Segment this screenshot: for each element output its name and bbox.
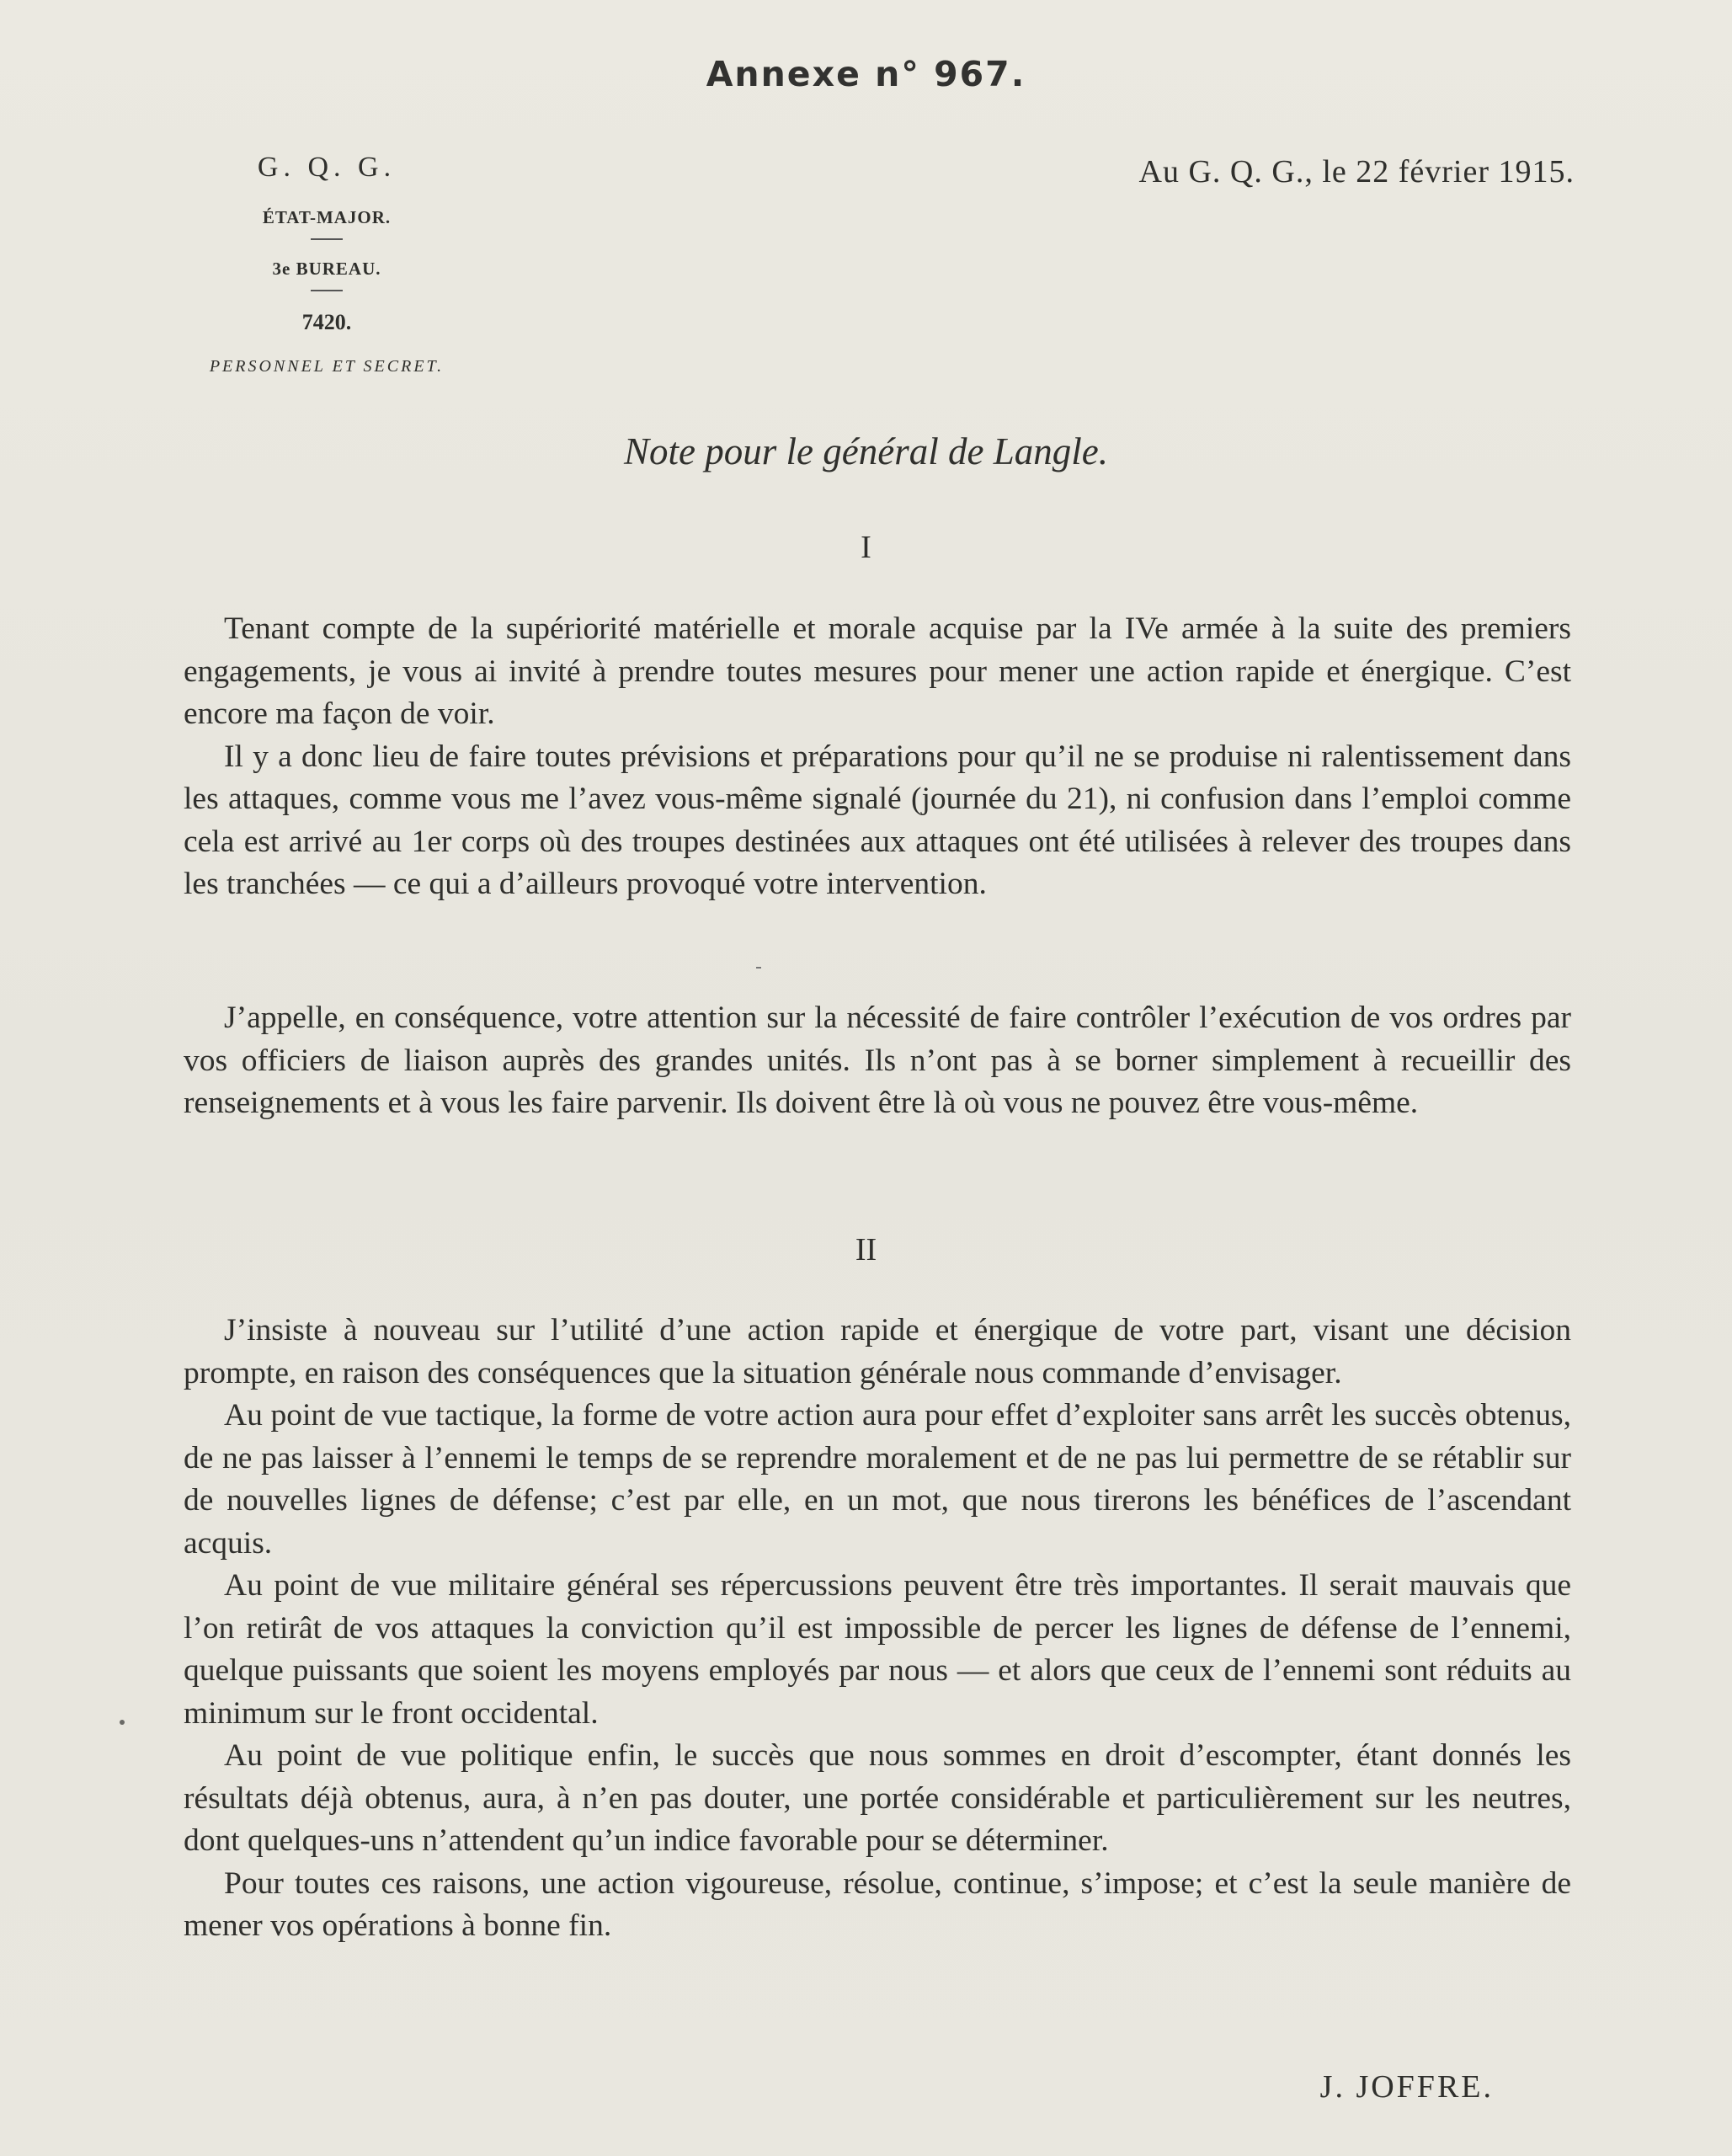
annex-title: Annexe n° 967. <box>706 54 1026 94</box>
signature: J. JOFFRE. <box>1319 2069 1494 2105</box>
divider <box>311 290 343 291</box>
paragraph: Au point de vue tactique, la forme de votre action aura pour effet d’exploiter sans arrêt les succès obtenus, de ne pas laisser à l’ennemi le temps de se reprendre moralement et de ne pas lui permettre de se rétablir sur de nouvelles lignes de défense; c’est par elle, en un mot, que nous tirerons les bénéfices de l’ascendant acquis. <box>184 1398 1571 1561</box>
paragraph: Pour toutes ces raisons, une action vigoureuse, résolue, continue, s’impose; et c’est la seule manière de mener vos opérations à bonne fin. <box>184 1865 1571 1943</box>
hq-label: G. Q. G. <box>257 152 397 183</box>
bureau-label: 3e BUREAU. <box>272 259 381 279</box>
print-speck <box>120 1720 125 1725</box>
date-line: Au G. Q. G., le 22 février 1915. <box>1138 154 1575 189</box>
paragraph: J’insiste à nouveau sur l’utilité d’une action rapide et énergique de votre part, visant une décision prompte, en raison des conséquences que la situation générale nous commande d’envisager. <box>184 1313 1571 1390</box>
reference-number: 7420. <box>301 310 352 334</box>
section-body <box>184 1310 1571 1948</box>
paragraph: Tenant compte de la supériorité matérielle et morale acquise par la IVe armée à la suite des premiers engagements, je vous ai invité à prendre toutes mesures pour mener une action rapide et énergique. C’est encore ma façon de voir. <box>184 611 1571 731</box>
paragraph: Au point de vue politique enfin, le succès que nous sommes en droit d’escompter, étant donnés les résultats déjà obtenus, aura, à n’en pas douter, une portée considérable et particulièrement sur les neutres, dont quelques-uns n’attendent qu’un indice favorable pour se déterminer. <box>184 1738 1571 1858</box>
paragraph: Il y a donc lieu de faire toutes prévisions et préparations pour qu’il ne se produise ni ralentissement dans les attaques, comme vous me l’avez vous-même signalé (journée du 21), ni confusion dans l’emploi comme cela est arrivé au 1er corps où des troupes destinées aux attaques ont été utilisées à relever des troupes dans les tranchées — ce qui a d’ailleurs provoqué votre intervention. <box>184 739 1571 901</box>
staff-label: ÉTAT-MAJOR. <box>262 207 392 227</box>
header-left-block <box>184 152 470 376</box>
divider <box>756 967 761 969</box>
classification-label: PERSONNEL ET SECRET. <box>209 357 445 376</box>
divider <box>311 238 343 240</box>
section-numeral: II <box>855 1232 877 1267</box>
section-body <box>184 997 1571 1125</box>
paragraph: J’appelle, en conséquence, votre attention sur la nécessité de faire contrôler l’exécution de vos ordres par vos officiers de liaison auprès des grandes unités. Ils n’ont pas à se borner simplement à recueillir des renseignements et à vous les faire parvenir. Ils doivent être là où vous ne pouvez être vous-même. <box>184 1001 1571 1120</box>
paragraph: Au point de vue militaire général ses répercussions peuvent être très importantes. Il serait mauvais que l’on retirât de vos attaques la conviction qu’il est impossible de percer les lignes de défense de l’ennemi, quelque puissants que soient les moyens employés par nous — et alors que ceux de l’ennemi sont réduits au minimum sur le front occidental. <box>184 1568 1571 1731</box>
section-numeral: I <box>861 530 871 565</box>
section-body <box>184 608 1571 906</box>
note-title: Note pour le général de Langle. <box>624 430 1108 472</box>
